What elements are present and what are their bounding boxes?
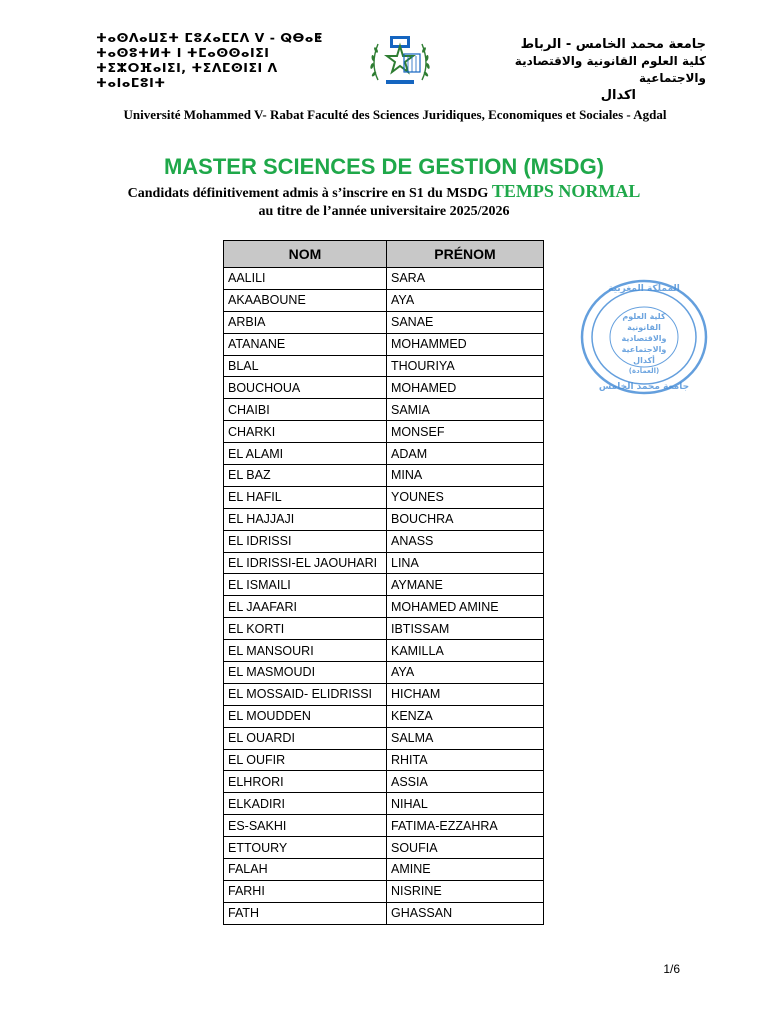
nom-cell: FARHI	[224, 880, 387, 902]
university-emblem	[364, 30, 436, 92]
nom-cell: CHARKI	[224, 421, 387, 443]
arabic-header	[446, 36, 706, 104]
prenom-cell: SALMA	[387, 727, 544, 749]
prenom-cell: ANASS	[387, 530, 544, 552]
prenom-cell: MOHAMED AMINE	[387, 596, 544, 618]
admitted-candidates-table	[223, 240, 544, 925]
svg-text:القانونية: القانونية	[627, 323, 661, 332]
prenom-cell: THOURIYA	[387, 355, 544, 377]
svg-text:والاجتماعية: والاجتماعية	[621, 345, 667, 354]
arabic-faculty-name: كلية العلوم القانونية والاقتصادية والاجتماعية	[514, 54, 706, 85]
nom-cell: FALAH	[224, 859, 387, 881]
prenom-cell: ASSIA	[387, 771, 544, 793]
table-row	[224, 662, 544, 684]
nom-cell: BOUCHOUA	[224, 377, 387, 399]
table-row	[224, 880, 544, 902]
university-faculty-line: Université Mohammed V- Rabat Faculté des Sciences Juridiques, Economiques et Sociales - Agdal	[123, 107, 667, 122]
arabic-campus-name: اكدال	[600, 88, 636, 103]
prenom-cell: IBTISSAM	[387, 618, 544, 640]
prenom-cell: KENZA	[387, 705, 544, 727]
subtitle-line2: au titre de l’année universitaire 2025/2026	[258, 204, 510, 219]
prenom-cell: AYA	[387, 289, 544, 311]
nom-cell: AALILI	[224, 268, 387, 290]
table-row	[224, 486, 544, 508]
nom-cell: ARBIA	[224, 311, 387, 333]
nom-cell: EL MASMOUDI	[224, 662, 387, 684]
prenom-cell: MOHAMED	[387, 377, 544, 399]
table-row	[224, 552, 544, 574]
nom-cell: BLAL	[224, 355, 387, 377]
prenom-cell: SAMIA	[387, 399, 544, 421]
nom-cell: ATANANE	[224, 333, 387, 355]
table-row	[224, 859, 544, 881]
table-row	[224, 333, 544, 355]
nom-cell: EL KORTI	[224, 618, 387, 640]
prenom-cell: KAMILLA	[387, 640, 544, 662]
table-row	[224, 399, 544, 421]
prenom-cell: BOUCHRA	[387, 508, 544, 530]
nom-cell: EL MOUDDEN	[224, 705, 387, 727]
nom-cell: EL MOSSAID- ELIDRISSI	[224, 683, 387, 705]
subtitle	[0, 182, 768, 221]
svg-text:جامعة محمد الخامس: جامعة محمد الخامس	[598, 382, 690, 392]
table-row	[224, 749, 544, 771]
tifinagh-header	[96, 30, 346, 90]
tifinagh-line: ⵜⵉⵣⵔⴼⴰⵏⵉⵏ, ⵜⵉⴷⵎⵙⵏⵉⵏ ⴷ	[96, 60, 278, 75]
prenom-cell: AMINE	[387, 859, 544, 881]
nom-cell: EL JAAFARI	[224, 596, 387, 618]
page-title: MASTER SCIENCES DE GESTION (MSDG)	[163, 154, 605, 179]
svg-text:(العمادة): (العمادة)	[628, 367, 660, 375]
nom-cell: AKAABOUNE	[224, 289, 387, 311]
svg-text:أكدال: أكدال	[633, 356, 655, 365]
prenom-cell: SANAE	[387, 311, 544, 333]
nom-cell: ELKADIRI	[224, 793, 387, 815]
page-number: 1/6	[663, 962, 680, 976]
prenom-cell: SARA	[387, 268, 544, 290]
prenom-cell: AYA	[387, 662, 544, 684]
column-header-nom: NOM	[224, 241, 387, 268]
table-row	[224, 530, 544, 552]
tifinagh-line: ⵜⴰⵙⴷⴰⵡⵉⵜ ⵎⵓⵃⴰⵎⵎⴷ V - ⵕⴱⴰⵟ	[96, 30, 323, 45]
table-row	[224, 508, 544, 530]
table-row	[224, 640, 544, 662]
table-row	[224, 618, 544, 640]
session-label: TEMPS NORMAL	[491, 181, 641, 201]
table-row	[224, 837, 544, 859]
nom-cell: EL HAFIL	[224, 486, 387, 508]
nom-cell: ES-SAKHI	[224, 815, 387, 837]
svg-text:المملكة المغربية: المملكة المغربية	[608, 284, 680, 294]
nom-cell: EL OUFIR	[224, 749, 387, 771]
table-row	[224, 683, 544, 705]
column-header-prenom: PRÉNOM	[387, 241, 544, 268]
official-stamp	[579, 277, 709, 397]
prenom-cell: MINA	[387, 465, 544, 487]
prenom-cell: AYMANE	[387, 574, 544, 596]
nom-cell: ETTOURY	[224, 837, 387, 859]
table-row	[224, 902, 544, 924]
nom-cell: CHAIBI	[224, 399, 387, 421]
table-row	[224, 268, 544, 290]
table-row	[224, 705, 544, 727]
nom-cell: ELHRORI	[224, 771, 387, 793]
nom-cell: EL IDRISSI	[224, 530, 387, 552]
prenom-cell: RHITA	[387, 749, 544, 771]
table-row	[224, 793, 544, 815]
table-row	[224, 815, 544, 837]
prenom-cell: FATIMA-EZZAHRA	[387, 815, 544, 837]
prenom-cell: ADAM	[387, 443, 544, 465]
prenom-cell: LINA	[387, 552, 544, 574]
prenom-cell: MOHAMMED	[387, 333, 544, 355]
table-header-row	[224, 241, 544, 268]
tifinagh-line: ⵜⴰⵙⵓⵜⵍⵜ ⵏ ⵜⵎⴰⵙⵙⴰⵏⵉⵏ	[96, 45, 270, 60]
nom-cell: EL IDRISSI-EL JAOUHARI	[224, 552, 387, 574]
prenom-cell: NISRINE	[387, 880, 544, 902]
table-row	[224, 574, 544, 596]
table-row	[224, 421, 544, 443]
table-row	[224, 771, 544, 793]
nom-cell: EL OUARDI	[224, 727, 387, 749]
nom-cell: FATH	[224, 902, 387, 924]
table-row	[224, 355, 544, 377]
prenom-cell: YOUNES	[387, 486, 544, 508]
table-row	[224, 727, 544, 749]
svg-text:كلية العلوم: كلية العلوم	[622, 312, 666, 321]
table-row	[224, 289, 544, 311]
nom-cell: EL ISMAILI	[224, 574, 387, 596]
nom-cell: EL HAJJAJI	[224, 508, 387, 530]
prenom-cell: SOUFIA	[387, 837, 544, 859]
prenom-cell: MONSEF	[387, 421, 544, 443]
nom-cell: EL MANSOURI	[224, 640, 387, 662]
prenom-cell: HICHAM	[387, 683, 544, 705]
nom-cell: EL BAZ	[224, 465, 387, 487]
table-row	[224, 596, 544, 618]
prenom-cell: GHASSAN	[387, 902, 544, 924]
table-row	[224, 465, 544, 487]
svg-text:والاقتصادية: والاقتصادية	[621, 334, 667, 343]
arabic-university-name: جامعة محمد الخامس - الرباط	[520, 37, 706, 52]
tifinagh-line: ⵜⴰⵏⴰⵎⵓⵏⵜ	[96, 75, 166, 90]
table-row	[224, 311, 544, 333]
nom-cell: EL ALAMI	[224, 443, 387, 465]
table-row	[224, 443, 544, 465]
subtitle-line1: Candidats définitivement admis à s’inscrire en S1 du MSDG	[127, 186, 489, 201]
prenom-cell: NIHAL	[387, 793, 544, 815]
table-row	[224, 377, 544, 399]
